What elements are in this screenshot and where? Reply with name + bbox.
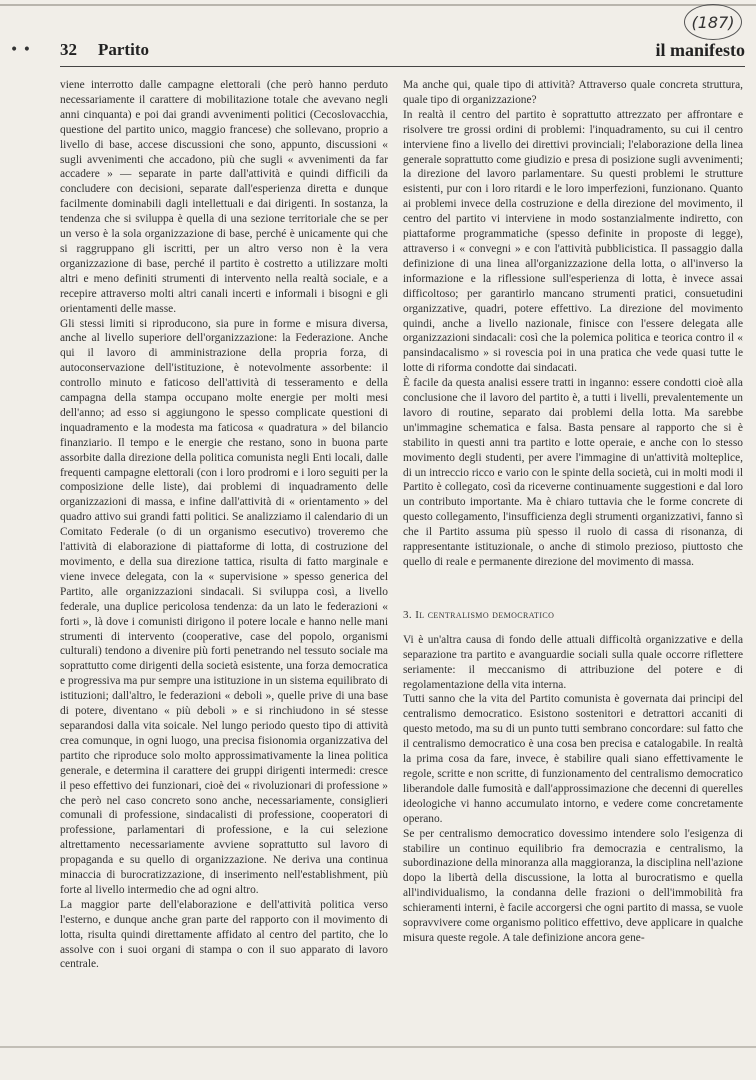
- paragraph: Tutti sanno che la vita del Partito comunista è governata dai principi del centralismo democratico. Esistono sostenitori e detrattori accaniti di questo metodo, ma su di un punto tutti sembrano concordare: sul fatto che il centralismo democratico è una cosa ben precisa e catalogabile. In realtà la prima cosa da fare, invece, è stabilire quali siano effettivamente le regole, scritte e non scritte, di funzionamento del centralismo democratico liberandole dalle fumosità e dall'approssimazione che decenni di querelles ideologiche vi hanno accumulato intorno, e vedere come concretamente operano.: [403, 693, 743, 825]
- paragraph: Se per centralismo democratico dovessimo intendere solo l'esigenza di stabilire un continuo equilibrio fra democrazia e centralismo, la subordinazione della minoranza alla maggioranza, la disciplina nell'azione dopo la libertà della discussione, la lotta al burocratismo e quella all'individualismo, la condanna delle frazioni o dell'immobilità fra schieramenti interni, è facile accorgersi che ogni partito di massa, se vuole sopravvivere come organismo politico effettivo, deve applicare in qualche misura queste regole. A tale definizione ancora gene-: [403, 827, 743, 944]
- section-heading: 3. Il centralismo democratico: [403, 608, 555, 621]
- paragraph: Vi è un'altra causa di fondo delle attuali difficoltà organizzative e della separazione tra partito e avanguardie sociali sulla quale occorre riflettere seriamente: il meccanismo di attribuzione del potere e di regolamentazione della vita interna.: [403, 633, 743, 691]
- header-rule: [60, 66, 745, 67]
- top-border: [0, 4, 756, 6]
- right-column: [403, 78, 743, 946]
- margin-bullets: • •: [10, 42, 31, 58]
- paragraph: Ma anche qui, quale tipo di attività? Attraverso quale concreta struttura, quale tipo di organizzazione?: [403, 79, 743, 106]
- bottom-border: [0, 1046, 756, 1048]
- left-column: [60, 78, 388, 972]
- section-title: Partito: [98, 40, 149, 59]
- paragraph: viene interrotto dalle campagne elettorali (che però hanno perduto necessariamente il carattere di mobilitazione totale che avevano negli anni cinquanta) e poi dai grandi avvenimenti politici (Cecoslovacchia, questione del partito unico, maggio francese) che sollevano, proprio a livello di base, accese discussioni che sono, appunto, discussioni « sugli avvenimenti che accadono, più che sugli « avvenimenti da far accadere » — separate in parte dall'attività e quindi difficili da concludere con decisioni, separate dall'esperienza diretta e dunque facilmente dominabili dagli intellettuali e dai dirigenti. In sostanza, la tendenza che si sviluppa è quella di una sezione territoriale che se per un verso è la sola organizzazione di base, perché è unicamente qui che si raggruppano gli iscritti, per un altro verso non è la vera organizzazione di base, perché il partito è costretto a utilizzare molti altri e meno definiti strumenti di intervento nella realtà sociale, e a recepire attraverso molti altri canali incerti e informali i bisogni e gli orientamenti delle masse.: [60, 79, 388, 315]
- paragraph: La maggior parte dell'elaborazione e dell'attività politica verso l'esterno, e dunque anche gran parte del rapporto con il movimento di lotta, risulta quindi direttamente affidato al centro del partito, che lo assolve con i suoi organi di stampa o con il suo apparato di lavoro centrale.: [60, 898, 388, 971]
- paragraph: Gli stessi limiti si riproducono, sia pure in forme e misura diversa, anche al livello superiore dell'organizzazione: la Federazione. Anche qui il lavoro di amministrazione della propria forza, di autoconservazione dell'istituzione, è notevolmente assorbente: il controllo minuto e faticoso dell'attività di tesseramento e della campagna della stampa occupano molte energie per molti mesi dell'anno; ad esso si aggiungono le spesso complicate questioni di inquadramento e la modesta ma faticosa « quadratura » del bilancio finanziario. Il tempo e le energie che restano, sono in buona parte assorbite dalla direzione della politica comunista negli Enti locali, dalle frequenti campagne elettorali (con i loro prodromi e i loro seguiti per la composizione delle liste), dai problemi di inquadramento delle organizzazioni di massa, e infine dall'attività di « orientamento » del quadro attivo sui grandi fatti politici. Se analizziamo il calendario di un Comitato Federale (o di un organismo esecutivo) troveremo che l'attività di elaborazione di piattaforme di lotta, di costruzione del movimento, e della sua direzione tattica, risulta di fatto marginale e viene invece delegata, con la « supervisione » spesso generica del Partito, alle organizzazioni sindacali. Si sviluppa così, a livello federale, una duplice pericolosa tendenza: da un lato le federazioni « forti », là dove i comunisti dirigono il potere locale e hanno nelle mani strumenti di intervento (cooperative, case del popolo, organismi culturali) tendono a divenire più forti penetrando nel tessuto sociale ma soprattutto come dirigenti della società esistente, una forza democratica e progressiva ma pur sempre una istituzione in un sistema equilibrato di istituzioni; dall'altro, le federazioni « deboli », quelle prive di una base di potere, diventano « più deboli » e si rinchiudono in sé stesse separandosi dalla vita soicale. Nel lungo periodo questo tipo di attività crea comunque, in ogni luogo, una precisa fisionomia organizzativa del partito che riproduce solo molto approssimativamente la linea politica generale, e determina il carattere dei gruppi dirigenti intermedi: cresce il peso effettivo dei funzionari, cioè dei « rivoluzionari di professione » che però nel caso concreto sono anche, necessariamente, consiglieri comunali di professione, sindacalisti di professione, cooperatori di professione, parlamentari di professione, e la cui selezione altrettamento necessariamente avviene soprattutto sul lavoro di propaganda e su quello di organizzazione. Ne deriva una continua minaccia di burocratizzazione, di inserimento nell'establishment, più forte al livello intermedio che ad ogni altro.: [60, 317, 388, 896]
- handwritten-annotation: (187): [684, 4, 742, 40]
- magazine-title: il manifesto: [655, 40, 745, 60]
- paragraph: In realtà il centro del partito è soprattutto attrezzato per affrontare e risolvere tre grossi ordini di problemi: l'inquadramento, su cui il centro interviene fino a livello dei direttivi provinciali; l'elaborazione della linea generale soprattutto come giudizio e presa di posizione sugli avvenimenti; la direzione del lavoro parlamentare. Su questi problemi le strutture esistenti, pur con i loro ritardi e le loro imperfezioni, funzionano. Quanto ai problemi invece della costruzione e della direzione del movimento, il centro del partito vi interviene in modo sostanzialmente indiretto, con piattaforme programmatiche (spesso definite in proposte di legge), attraverso i « convegni » e con l'attività pubblicistica. Il passaggio dalla definizione di una linea all'organizzazione della lotta, o all'inverso la informazione e la riflessione sull'esperienza di lotta, è invece assai difficoltoso; per garantirlo mancano strumenti pratici, consuetudini organizzative, quadri, potere effettivo. La direzione del movimento quindi, anche a livello nazionale, finisce con l'essere delegata alle organizzazioni sindacali: così che la polemica politica e teorica contro il « pansindacalismo » si rovescia poi in una pratica che vede quasi tutte le lotte di riforma condotte dai sindacati.: [403, 108, 743, 375]
- section-spacer: [403, 570, 743, 608]
- page-number: 32: [60, 40, 77, 59]
- paragraph: È facile da questa analisi essere tratti in inganno: essere condotti cioè alla conclusione che il lavoro del partito è, a tutti i livelli, prevalentemente un lavoro di routine, separato dai problemi della lotta. Ma sarebbe un'immagine schematica e falsa. Basta pensare al rapporto che si è stabilito in questi anni tra partito e lotte operaie, e anche con lo stesso movimento degli studenti, per avere l'immagine di un'attività molteplice, di un intreccio ricco e vario con le spinte della società, cui in molti modi il Partito è collegato, così da riceverne continuamente suggestioni e dal loro un contributo importante. Ma è chiaro tuttavia che le forme concrete di questo collegamento, l'insufficienza degli strumenti organizzativi, fanno sì che il Partito assuma più spesso il ruolo di cassa di risonanza, di rappresentante istituzionale, o anche di stimolo prezioso, piuttosto che quello di reale e permanente direzione del movimento di massa.: [403, 377, 743, 568]
- page-header: [10, 38, 745, 64]
- section-spacer: [403, 623, 743, 633]
